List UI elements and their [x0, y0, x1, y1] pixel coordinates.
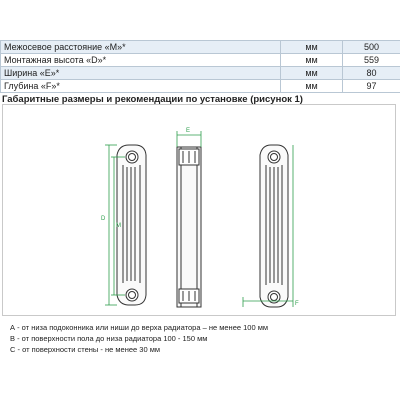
figure-frame — [2, 104, 396, 316]
spec-unit: мм — [281, 41, 343, 54]
table-row — [1, 67, 400, 80]
radiator-front-view — [117, 145, 146, 305]
section-title: Габаритные размеры и рекомендации по установке (рисунок 1) — [2, 94, 303, 105]
spec-label: Межосевое расстояние «М»* — [1, 41, 281, 54]
dimension-letter-d: D — [101, 216, 106, 222]
table-row — [1, 41, 400, 54]
installation-notes — [10, 322, 268, 355]
spec-label: Глубина «F»* — [1, 80, 281, 93]
specifications-table — [0, 40, 400, 93]
radiator-side-view — [177, 147, 201, 307]
note-b: В - от поверхности пола до низа радиатора 100 - 150 мм — [10, 334, 208, 343]
spec-label: Ширина «E»* — [1, 67, 281, 80]
radiator-right-view — [260, 145, 288, 307]
table-row — [1, 54, 400, 67]
dimension-letter-e: E — [186, 128, 191, 134]
radiator-drawing — [3, 105, 395, 315]
spec-value: 500 — [343, 41, 400, 54]
dimension-letter-f: F — [295, 301, 299, 307]
spec-value: 559 — [343, 54, 400, 67]
dimension-letter-m: M — [116, 223, 121, 229]
spec-value: 97 — [343, 80, 400, 93]
spec-value: 80 — [343, 67, 400, 80]
spec-unit: мм — [281, 67, 343, 80]
note-a: А - от низа подоконника или ниши до верха радиатора – не менее 100 мм — [10, 323, 269, 332]
note-c: С - от поверхности стены - не менее 30 мм — [10, 345, 161, 354]
table-row — [1, 80, 400, 93]
spec-unit: мм — [281, 54, 343, 67]
spec-label: Монтажная высота «D»* — [1, 54, 281, 67]
spec-unit: мм — [281, 80, 343, 93]
